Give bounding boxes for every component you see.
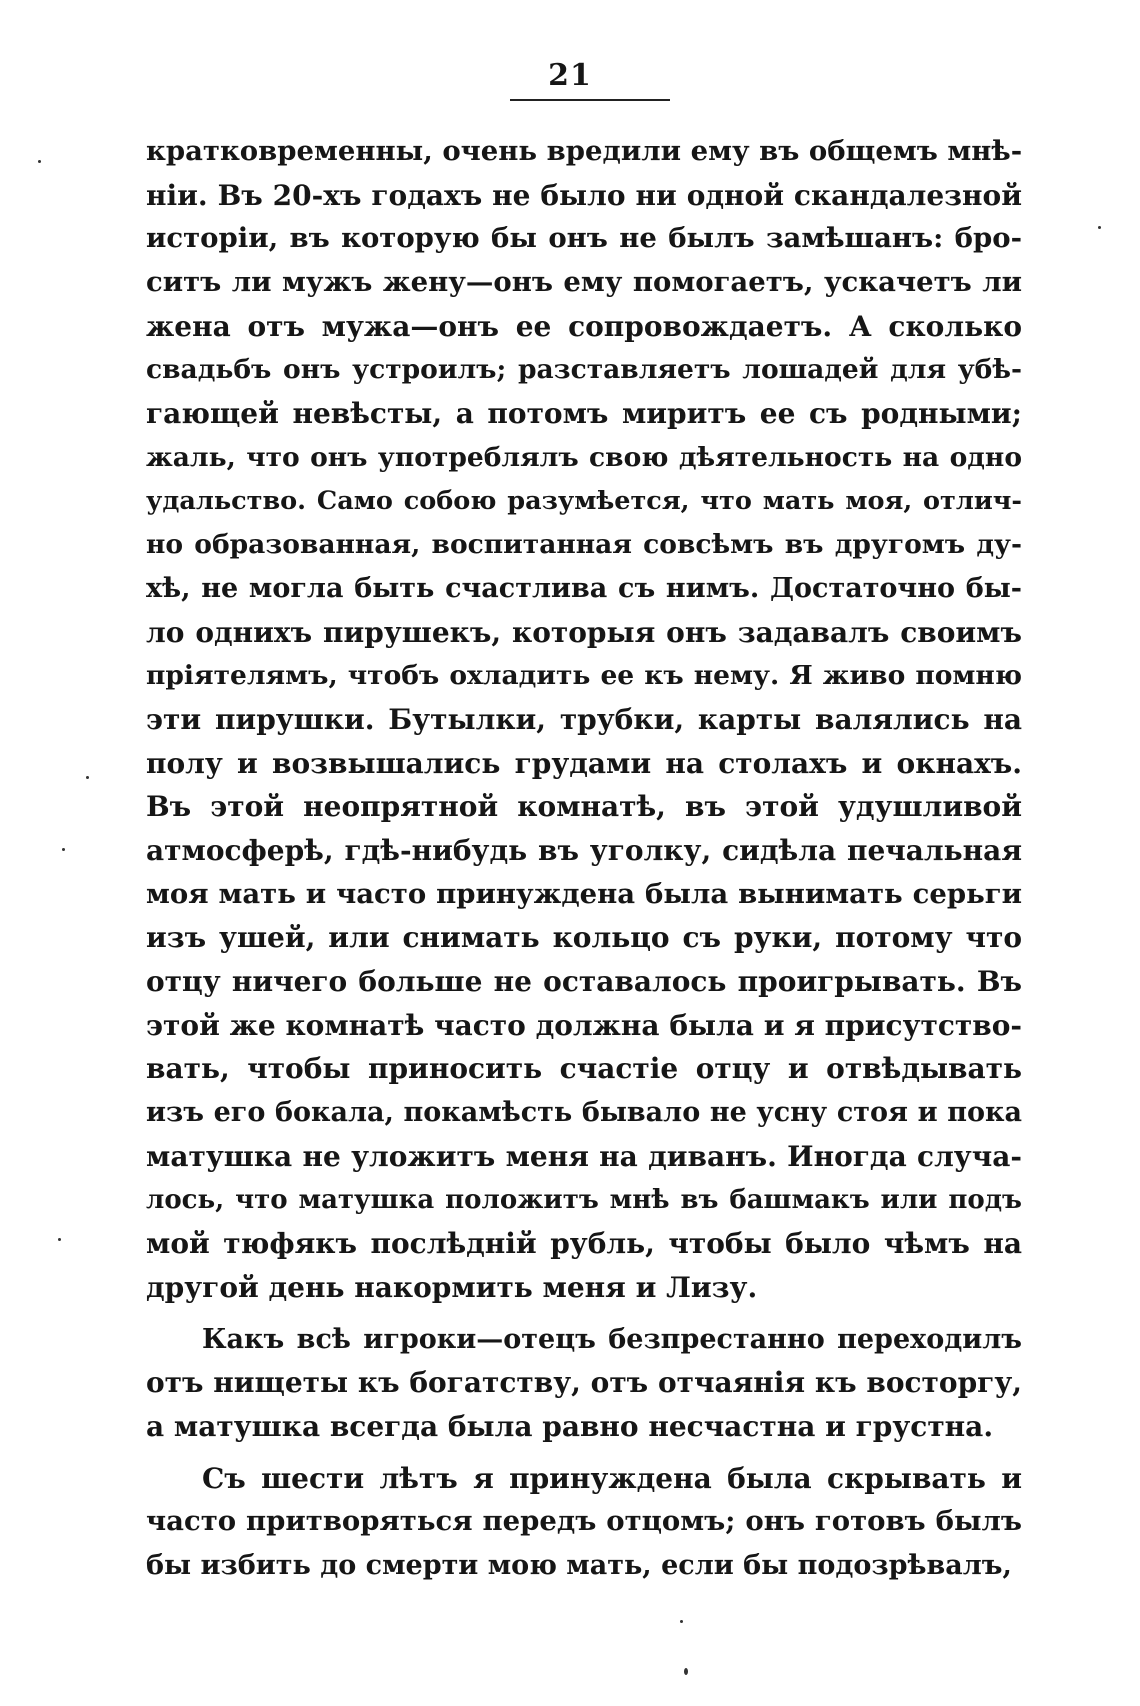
text-line: отцу ничего больше не оставалось проигрывать. Въ xyxy=(146,965,1022,999)
text-line: другой день накормить меня и Лизу. xyxy=(146,1270,758,1304)
text-line: моя мать и часто принуждена была вынимать серьги xyxy=(146,877,1022,910)
text-line: часто притворяться передъ отцомъ; онъ готовъ былъ xyxy=(146,1505,1022,1538)
print-speck xyxy=(86,776,89,779)
text-line: ло однихъ пирушекъ, которыя онъ задавалъ своимъ xyxy=(146,615,1022,649)
text-line: свадьбъ онъ устроилъ; разставляетъ лошадей для убѣ- xyxy=(146,354,1022,386)
text-line: ніи. Въ 20-хъ годахъ не было ни одной скандалезной xyxy=(146,178,1022,212)
text-line: мой тюфякъ послѣдній рубль, чтобы было чѣмъ на xyxy=(146,1227,1022,1261)
text-line: жаль, что онъ употреблялъ свою дѣятельность на одно xyxy=(146,441,1022,473)
paragraph xyxy=(146,1318,1022,1449)
text-line: кратковременны, очень вредили ему въ общемъ мнѣ- xyxy=(146,135,1023,167)
text-line: исторіи, въ которую бы онъ не былъ замѣшанъ: бро- xyxy=(146,222,1022,255)
text-line: лось, что матушка положитъ мнѣ въ башмакъ или подъ xyxy=(146,1184,1022,1215)
text-line: жена отъ мужа—онъ ее сопровождаетъ. А сколько xyxy=(146,309,1022,343)
print-speck xyxy=(38,160,41,163)
text-line: ситъ ли мужъ жену—онъ ему помогаетъ, ускачетъ ли xyxy=(146,266,1022,299)
text-line: атмосферѣ, гдѣ-нибудь въ уголку, сидѣла печальная xyxy=(146,834,1022,867)
text-line: матушка не уложитъ меня на диванъ. Иногда случа- xyxy=(146,1139,1022,1173)
print-speck xyxy=(62,848,65,851)
text-line: бы избить до смерти мою мать, если бы подозрѣвалъ, xyxy=(146,1550,1012,1581)
text-line: изъ ушей, или снимать кольцо съ руки, потому что xyxy=(146,921,1022,955)
text-line: вать, чтобы приносить счастіе отцу и отвѣдывать xyxy=(146,1052,1022,1086)
print-speck xyxy=(684,1668,688,1675)
text-line: хѣ, не могла быть счастлива съ нимъ. Достаточно бы- xyxy=(146,572,1022,604)
text-line: гающей невѣсты, а потомъ миритъ ее съ родными; xyxy=(146,397,1022,431)
text-line: Въ этой неопрятной комнатѣ, въ этой удушливой xyxy=(146,790,1022,824)
paragraph xyxy=(146,1457,1022,1588)
print-speck xyxy=(1098,226,1101,229)
text-line: но образованная, воспитанная совсѣмъ въ другомъ ду- xyxy=(146,529,1022,561)
text-line: Какъ всѣ игроки—отецъ безпрестанно переходилъ xyxy=(202,1323,1022,1355)
print-speck xyxy=(680,1620,683,1623)
print-speck xyxy=(58,1238,61,1241)
paragraph xyxy=(146,130,1022,1310)
text-line: Съ шести лѣтъ я принуждена была скрывать и xyxy=(202,1461,1022,1495)
text-line: а матушка всегда была равно несчастна и грустна. xyxy=(146,1409,994,1443)
text-line: эти пирушки. Бутылки, трубки, карты валялись на xyxy=(146,702,1022,736)
text-line: отъ нищеты къ богатству, отъ отчаянія къ восторгу, xyxy=(146,1366,1022,1400)
text-line: этой же комнатѣ часто должна была и я присутство- xyxy=(146,1008,1022,1042)
text-line: удальство. Само собою разумѣется, что мать моя, отлич- xyxy=(146,485,1022,516)
text-line: полу и возвышались грудами на столахъ и окнахъ. xyxy=(146,746,1022,780)
text-line: изъ его бокала, покамѣсть бывало не усну стоя и пока xyxy=(146,1097,1022,1129)
text-line: пріятелямъ, чтобъ охладить ее къ нему. Я живо помню xyxy=(146,660,1022,692)
header-rule xyxy=(510,99,670,101)
body-text xyxy=(146,130,1022,1588)
page-number: 21 xyxy=(548,58,592,93)
